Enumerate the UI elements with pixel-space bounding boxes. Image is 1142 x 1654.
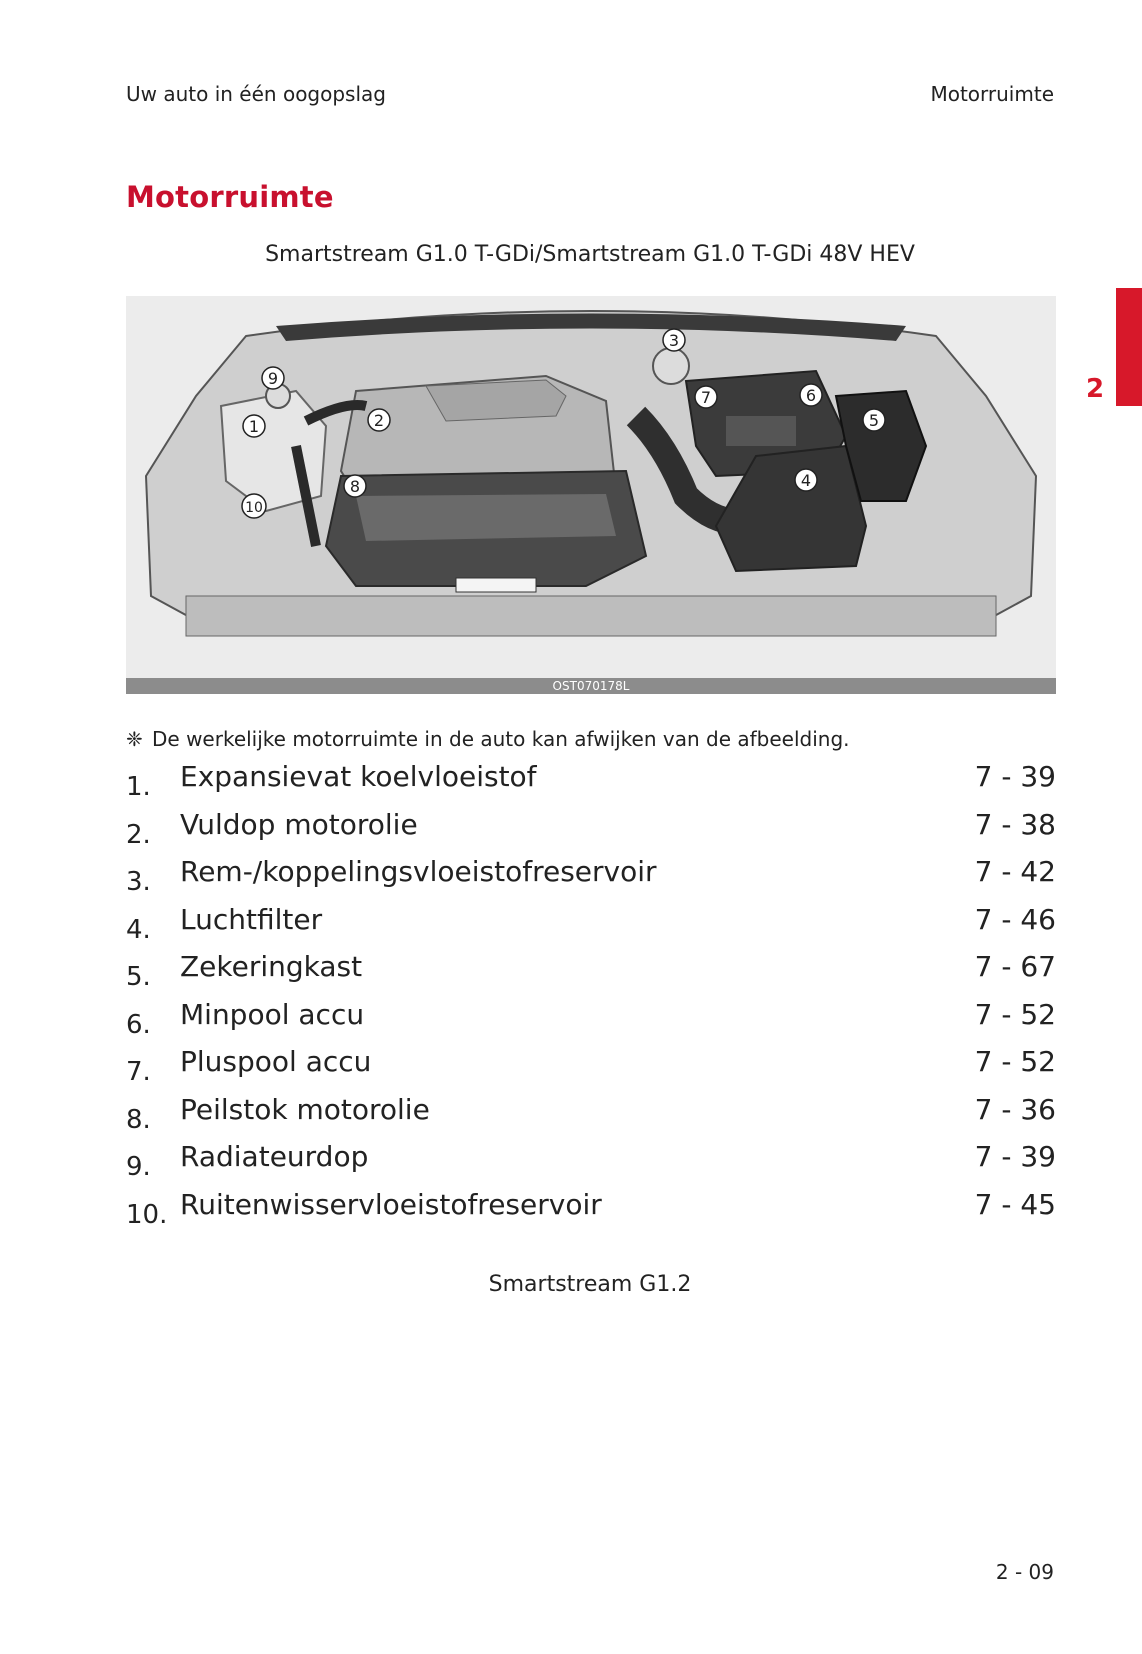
list-item xyxy=(126,808,1056,856)
list-item xyxy=(126,855,1056,903)
engine-bay-drawing xyxy=(126,296,1056,678)
engine-variant-subtitle: Smartstream G1.0 T-GDi/Smartstream G1.0 T-GDi 48V HEV xyxy=(265,242,915,267)
item-label: Ruitenwisservloeistofreservoir xyxy=(180,1187,602,1221)
svg-text:6: 6 xyxy=(805,386,817,405)
item-page-ref: 7 - 42 xyxy=(974,855,1056,888)
list-item xyxy=(126,1045,1056,1093)
callout-7 xyxy=(695,386,717,408)
item-label: Peilstok motorolie xyxy=(180,1092,430,1126)
item-label: Minpool accu xyxy=(180,997,365,1031)
image-code-caption: OST070178L xyxy=(126,678,1056,694)
svg-text:8: 8 xyxy=(349,477,361,496)
disclaimer-text: De werkelijke motorruimte in de auto kan afwijken van de afbeelding. xyxy=(152,727,850,751)
chapter-number: 2 xyxy=(1086,374,1105,404)
item-number: 10. xyxy=(126,1199,168,1230)
engine-bay-illustration xyxy=(126,296,1056,694)
callout-4 xyxy=(795,469,817,491)
item-page-ref: 7 - 38 xyxy=(974,807,1056,841)
component-list xyxy=(126,760,1056,1235)
item-page-ref: 7 - 36 xyxy=(974,1092,1056,1126)
callout-1 xyxy=(243,415,265,437)
item-number: 4. xyxy=(126,914,151,945)
asterisk-note-icon: ❈ xyxy=(126,727,143,751)
svg-text:4: 4 xyxy=(800,471,812,490)
list-item xyxy=(126,760,1056,808)
item-number: 3. xyxy=(126,867,151,897)
engine-variant-subtitle-2: Smartstream G1.2 xyxy=(488,1272,692,1297)
callout-10 xyxy=(242,494,266,518)
svg-text:9: 9 xyxy=(267,369,279,388)
callout-9 xyxy=(262,367,284,389)
callout-5 xyxy=(863,409,885,431)
list-item xyxy=(126,998,1056,1046)
list-item xyxy=(126,1093,1056,1141)
item-number: 7. xyxy=(126,1057,151,1087)
svg-text:1: 1 xyxy=(248,417,260,436)
item-page-ref: 7 - 67 xyxy=(974,950,1056,983)
chapter-tab xyxy=(1116,288,1142,406)
callout-6 xyxy=(800,384,822,406)
item-label: Radiateurdop xyxy=(180,1140,369,1173)
svg-text:7: 7 xyxy=(700,388,712,407)
item-number: 6. xyxy=(126,1009,151,1040)
item-number: 8. xyxy=(126,1104,151,1135)
item-page-ref: 7 - 45 xyxy=(974,1187,1056,1221)
svg-text:2: 2 xyxy=(373,411,385,430)
svg-text:10: 10 xyxy=(245,500,263,516)
running-header-right: Motorruimte xyxy=(930,82,1054,106)
item-page-ref: 7 - 39 xyxy=(974,760,1056,793)
item-label: Expansievat koelvloeistof xyxy=(180,760,537,793)
callout-8 xyxy=(344,475,366,497)
item-label: Rem-/koppelingsvloeistofreservoir xyxy=(180,855,657,888)
callout-3 xyxy=(663,329,685,351)
item-page-ref: 7 - 46 xyxy=(974,902,1056,936)
page-title: Motorruimte xyxy=(126,180,334,214)
item-number: 2. xyxy=(126,819,151,850)
item-number: 1. xyxy=(126,772,151,802)
item-number: 5. xyxy=(126,962,151,992)
item-page-ref: 7 - 39 xyxy=(974,1140,1056,1173)
page-number: 2 - 09 xyxy=(995,1560,1054,1584)
item-page-ref: 7 - 52 xyxy=(974,1045,1056,1078)
disclaimer-note xyxy=(126,727,850,751)
svg-text:5: 5 xyxy=(868,411,880,430)
svg-text:3: 3 xyxy=(668,331,680,350)
list-item xyxy=(126,903,1056,951)
item-label: Pluspool accu xyxy=(180,1045,372,1078)
item-number: 9. xyxy=(126,1152,151,1182)
item-label: Zekeringkast xyxy=(180,950,363,983)
item-page-ref: 7 - 52 xyxy=(974,997,1056,1031)
callout-2 xyxy=(368,409,390,431)
list-item xyxy=(126,1188,1056,1236)
list-item xyxy=(126,950,1056,998)
item-label: Vuldop motorolie xyxy=(180,807,418,841)
list-item xyxy=(126,1140,1056,1188)
item-label: Luchtfilter xyxy=(180,902,323,936)
running-header-left: Uw auto in één oogopslag xyxy=(126,82,386,106)
